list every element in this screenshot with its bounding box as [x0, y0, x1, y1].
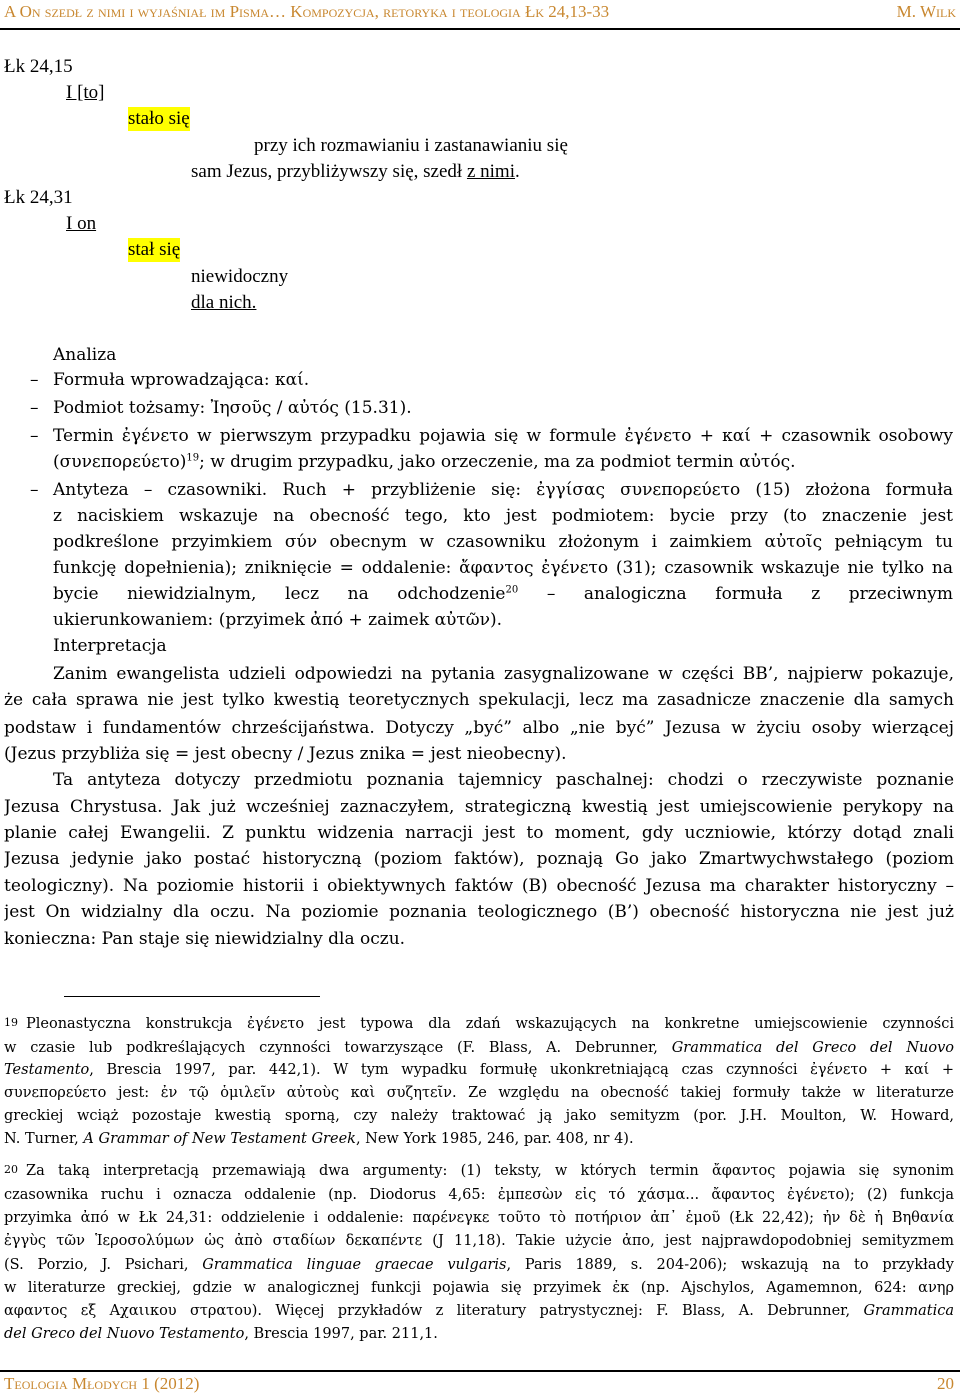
analysis-heading: Analiza: [53, 345, 117, 365]
interp-p2-line-6: jest On widzialny dla oczu. Na poziomie poznania teologicznego (B’) obecność historyczna nie jest już: [4, 902, 954, 922]
bullet-dash: –: [30, 398, 39, 418]
footnote-19-line-6: N. Turner, A Grammar of New Testament Greek, New York 1985, 246, par. 408, nr 4).: [4, 1131, 634, 1147]
header-rule: [0, 28, 960, 30]
bullet-dash: –: [30, 480, 39, 500]
running-header: [0, 0, 960, 30]
analysis-item-2: Podmiot tożsamy: Ἰησοῦς / αὐτός (15.31).: [53, 398, 412, 418]
footer-journal: Teologia Młodych 1 (2012): [4, 1374, 200, 1393]
analysis-item-4-line-1: Antyteza – czasowniki. Ruch + przybliżenie się: ἐγγίσας συνεπορεύετο (15) złożona formuła: [53, 480, 953, 500]
footnote-19-line-2: w czasie lub podkreślających czynności towarzyszące (F. Blass, A. Debrunner, Grammatica del Greco del Nuovo: [4, 1040, 954, 1056]
footnote-19-line-4: συνεπορεύετο jest: ἐν τῷ ὁμιλεῖν αὐτοὺς καὶ συζητεῖν. Ze względu na obecność takiej formuły także w literaturze: [4, 1085, 954, 1101]
verse-stal: stał się: [128, 239, 181, 260]
footnote-19-line-1: Pleonastyczna konstrukcja ἐγένετο jest typowa dla zdań wskazujących na konkretne umiejscowienie czynności: [26, 1016, 954, 1032]
verse-ref-1: Łk 24,15: [4, 56, 73, 77]
verse-line-2: sam Jezus, przybliżywszy się, szedł z nimi.: [191, 161, 520, 182]
footnote-20-line-2: czasownika ruchu i oznacza oddalenie (np. Diodorus 4,65: ἐμπεσὼν εἰς τό χάσμα... ἄφαντος ἐγένετο); (2) funkcja: [4, 1187, 954, 1203]
verse-line-1: przy ich rozmawianiu i zastanawianiu się: [254, 135, 568, 156]
interp-p2-line-4: Jezusa jedynie jako postać historyczną (poziom faktów), poznają Go jako Zmartwychwstałego (poziom: [4, 849, 954, 869]
footnote-number-20: 20: [4, 1163, 18, 1176]
footnote-20-line-3: przyimka ἀπό w Łk 24,31: oddzielenie i oddalenie: παρένεγκε τοῦτο τὸ ποτήριον ἀπ᾽ ἐμοῦ (Łk 22,42); ἦν δὲ ἡ Βηθανία: [4, 1210, 954, 1226]
verse-stalo: stało się: [128, 108, 190, 129]
verse-niewidoczny: niewidoczny: [191, 266, 289, 287]
interp-p1-line-1: Zanim ewangelista udzieli odpowiedzi na pytania zasygnalizowane w części BB’, najpierw pokazuje,: [53, 664, 954, 684]
interp-p2-line-7: konieczna: Pan staje się niewidzialny dla oczu.: [4, 929, 406, 949]
footnote-19-line-3: Testamento, Brescia 1997, par. 442,1). W tym wypadku formułę ukonkretniającą czas czynności ἐγένετο + καί +: [4, 1062, 954, 1078]
footnote-20-line-4: ἐγγὺς τῶν Ἱεροσολύμων ὡς ἀπὸ σταδίων δεκαπέντε (J 11,18). Takie użycie ἀπο, jest najprawdopodobniej semityzmem: [4, 1233, 954, 1249]
footnote-20-line-1: Za taką interpretacją przemawiają dwa argumenty: (1) teksty, w których termin ἄφαντος pojawia się synonim: [26, 1163, 954, 1179]
header-title: A On szedł z nimi i wyjaśniał im Pisma… Kompozycja, retoryka i teologia Łk 24,13-33: [4, 2, 610, 21]
footnote-rule: [64, 996, 320, 997]
footnote-number-19: 19: [4, 1016, 18, 1029]
footnote-20-line-7: αφαντος εξ Αχαιικου στρατου). Więcej przykładów z literatury patrystycznej: F. Blass, A. Debrunner, Grammatica: [4, 1303, 954, 1319]
analysis-item-1: Formuła wprowadzająca: καί.: [53, 370, 310, 390]
interp-p2-line-3: planie całej Ewangelii. Z punktu widzenia narracji jest to moment, gdy uczniowie, którzy dotąd znali: [4, 823, 954, 843]
analysis-item-4-line-4: funkcję dopełnienia); zniknięcie = oddalenie: ἄφαντος ἐγένετο (31); czasownik wskazuje nie tylko na: [53, 558, 953, 578]
footnote-20-line-6: w literaturze greckiej, gdzie w analogicznej funkcji pojawia się przyimek ἐκ (np. Ajschylos, Agamemnon, 624: ανηρ: [4, 1280, 954, 1296]
bullet-dash: –: [30, 426, 39, 446]
verse-ref-2: Łk 24,31: [4, 187, 73, 208]
header-author: M. Wilk: [896, 2, 956, 21]
footnote-20-line-8: del Greco del Nuovo Testamento, Brescia 1997, par. 211,1.: [4, 1326, 438, 1342]
bullet-dash: –: [30, 370, 39, 390]
verse-and-2: I on: [66, 213, 97, 234]
analysis-item-4-line-3: podkreślone przyimkiem σύν obecnym w czasowniku złożonym i zaimkiem αὐτοῖς pełniącym tu: [53, 532, 953, 552]
interp-p1-line-4: (Jezus przybliża się = jest obecny / Jezus znika = jest nieobecny).: [4, 744, 567, 764]
interp-p2-line-2: Jezusa Chrystusa. Jak już wcześniej zaznaczyłem, strategiczną kwestią jest umiejscowienie perykopy na: [4, 797, 954, 817]
page-number: 20: [937, 1374, 954, 1393]
interpretation-heading: Interpretacja: [53, 636, 167, 656]
verse-and-1: I [to]: [66, 82, 105, 103]
analysis-item-4-line-6: ukierunkowaniem: (przyimek ἀπό + zaimek αὐτῶν).: [53, 610, 503, 630]
analysis-item-4-line-5: bycie niewidzialnym, lecz na odchodzenie$^{20}$ – analogiczna formuła z przeciwnym: [53, 584, 953, 604]
interp-p1-line-2: że cała sprawa nie jest tylko kwestią teoretycznych spekulacji, lecz ma zasadnicze znaczenie dla samych: [4, 690, 954, 710]
interp-p2-line-1: Ta antyteza dotyczy przedmiotu poznania tajemnicy paschalnej: chodzi o rzeczywiste poznanie: [53, 770, 954, 790]
analysis-item-3-line-1: Termin ἐγένετο w pierwszym przypadku pojawia się w formule ἐγένετο + καί + czasownik osobowy: [53, 426, 953, 446]
interp-p2-line-5: teologiczny). Na poziomie historii i obiektywnych faktów (B) obecność Jezusa ma charakter historyczny –: [4, 876, 954, 896]
footnote-19-line-5: greckiej wciąż pozostaje kwestią sporną, czy należy traktować ją jako semityzm (por. J.H. Moulton, W. Howard,: [4, 1108, 954, 1124]
analysis-item-4-line-2: z naciskiem wskazuje na obecność tego, kto jest podmiotem: bycie przy (to znaczenie jest: [53, 506, 953, 526]
footnote-20-line-5: (S. Porzio, J. Psichari, Grammatica linguae graecae vulgaris, Paris 1889, s. 204-206); wskazują na to przykłady: [4, 1257, 954, 1273]
analysis-item-3-line-2: $(\sigma\upsilon\nu\varepsilon\pi o\rho\varepsilon ύ\varepsilon\tau o)^{19}$; w drugim przypadku, jako orzeczenie, ma za podmiot termin αὐτός.: [53, 452, 796, 472]
interp-p1-line-3: podstaw i fundamentów chrześcijaństwa. Dotyczy „być” albo „nie być” Jezusa w życiu osoby wierzącej: [4, 718, 954, 738]
footer-rule: [0, 1370, 960, 1372]
verse-dla-nich: dla nich.: [191, 292, 257, 313]
